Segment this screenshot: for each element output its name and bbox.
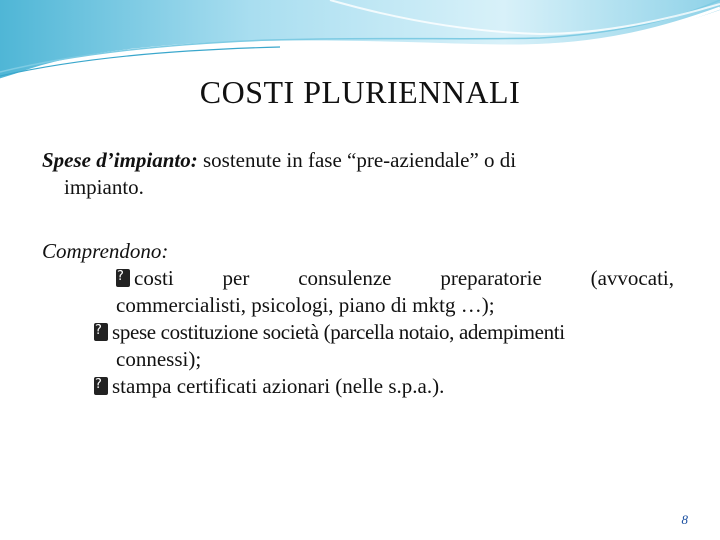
bullet-1-word-1: [116, 265, 174, 292]
intro-text-line2: impianto.: [64, 175, 144, 199]
bullet-1-word-2: per: [222, 266, 250, 290]
bullet-1-line1: [116, 265, 674, 292]
missing-glyph-bullet-icon: [94, 377, 108, 395]
missing-glyph-bullet-icon: [116, 269, 130, 287]
intro-lead: Spese d’impianto:: [42, 148, 198, 172]
bullet-1-word-1-text: costi: [134, 266, 174, 290]
intro-text-line1: sostenute in fase “pre-aziendale” o di: [197, 148, 517, 172]
bullet-2-line1: spese costituzione società (parcella notaio, adempimenti: [112, 320, 565, 344]
missing-glyph-bullet-icon: [94, 323, 108, 341]
bullet-1-word-3: consulenze: [298, 266, 392, 290]
bullet-1-word-5: (avvocati,: [590, 266, 674, 290]
page-number: 8: [681, 512, 688, 527]
list-item: [94, 373, 674, 400]
bullet-2-line2: connessi);: [116, 347, 202, 371]
comprendono-label: Comprendono:: [42, 239, 169, 263]
bullet-1-word-4: preparatorie: [440, 266, 542, 290]
slide-title: COSTI PLURIENNALI: [199, 74, 521, 110]
list-item: [94, 319, 674, 373]
list-item: [94, 265, 674, 319]
slide-body: [42, 147, 674, 400]
bullet-1-line2: commercialisti, psicologi, piano di mktg …);: [116, 293, 495, 317]
bullet-3-line1: stampa certificati azionari (nelle s.p.a.).: [112, 374, 445, 398]
intro-paragraph: [42, 147, 674, 201]
